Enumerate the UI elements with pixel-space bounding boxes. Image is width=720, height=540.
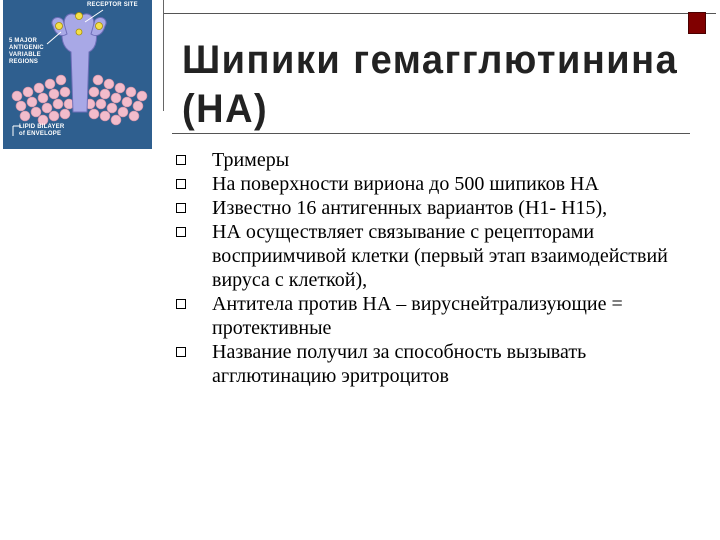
bullet-text: Название получил за способность вызывать агглютинацию эритроцитов (212, 341, 587, 387)
square-bullet-icon (176, 299, 186, 309)
slide-title: Шипики гемагглютинина (НА) (182, 38, 679, 132)
bullet-list (170, 148, 710, 388)
bullet-text: Антитела против НА – вируснейтрализующие = протективные (212, 293, 623, 339)
decor-corner-square (688, 12, 706, 34)
title-divider (172, 133, 690, 134)
bullet-item (170, 220, 710, 292)
bullet-item (170, 340, 710, 388)
bullet-item (170, 196, 710, 220)
bullet-item (170, 292, 710, 340)
bullet-item (170, 148, 710, 172)
decor-top-line (164, 13, 716, 14)
decor-vertical-line (163, 0, 164, 111)
square-bullet-icon (176, 203, 186, 213)
square-bullet-icon (176, 227, 186, 237)
lipid-bilayer-label: LIPID BILAYER of ENVELOPE (19, 124, 65, 137)
hemagglutinin-illustration (3, 0, 152, 149)
bullet-text: На поверхности вириона до 500 шипиков НА (212, 173, 599, 195)
bullet-text: НА осуществляет связывание с рецепторами восприимчивой клетки (первый этап взаимодействий вируса с клеткой), (212, 221, 668, 291)
square-bullet-icon (176, 179, 186, 189)
square-bullet-icon (176, 347, 186, 357)
receptor-site-label: RECEPTOR SITE (87, 2, 138, 8)
antigenic-regions-label: 5 MAJOR ANTIGENIC VARIABLE REGIONS (9, 38, 44, 65)
bullet-text: Тримеры (212, 149, 290, 171)
square-bullet-icon (176, 155, 186, 165)
bullet-text: Известно 16 антигенных вариантов (Н1- Н15), (212, 197, 608, 219)
bullet-item (170, 172, 710, 196)
